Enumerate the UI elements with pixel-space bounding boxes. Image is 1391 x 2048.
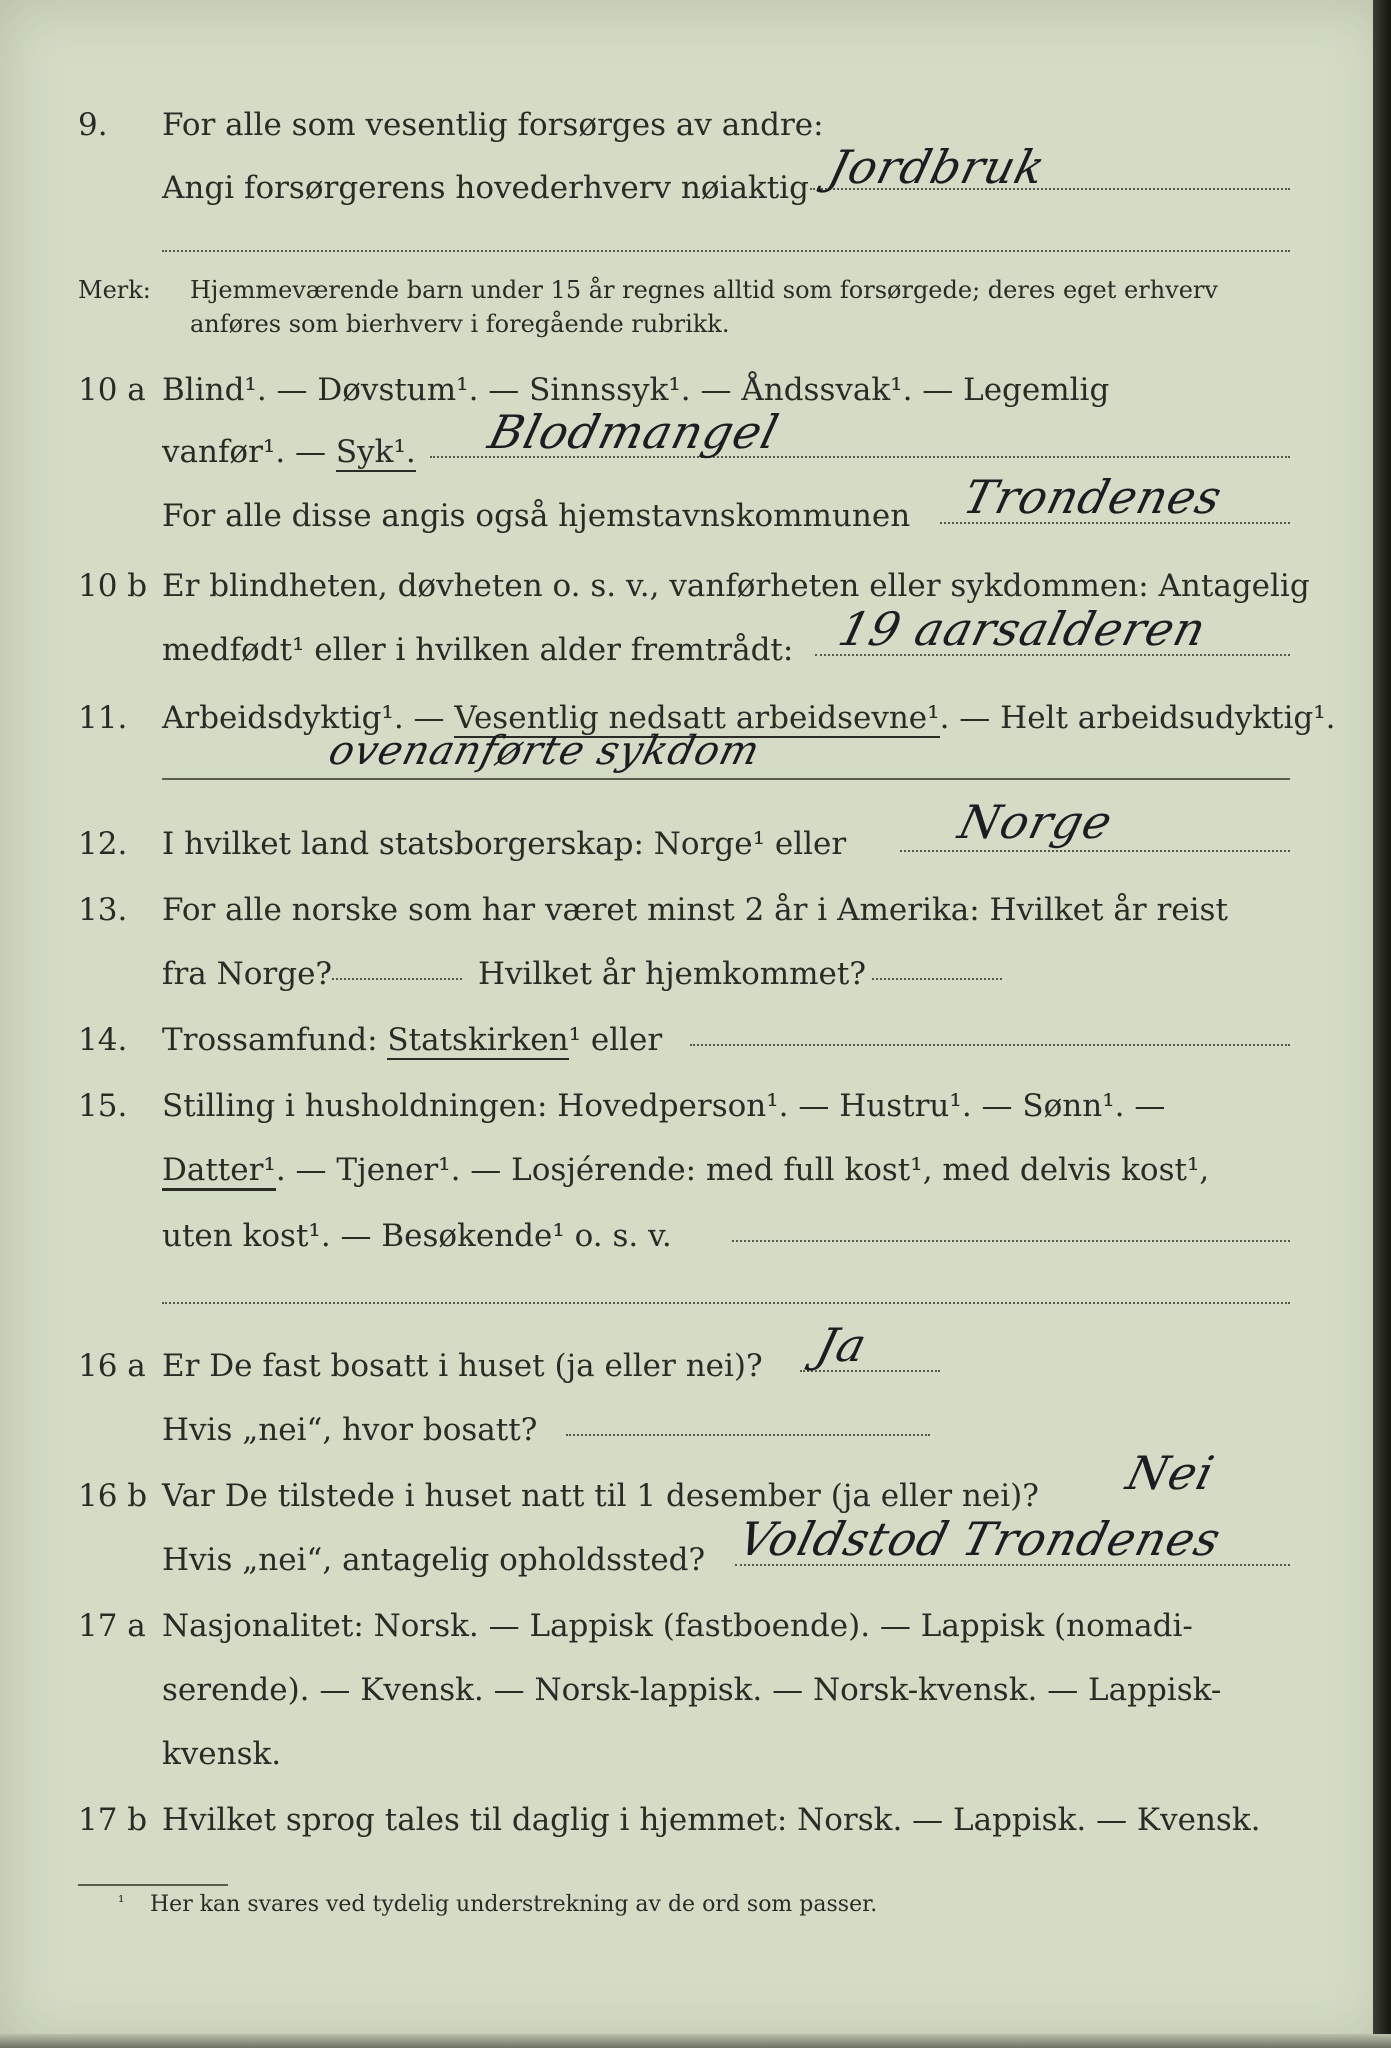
q15-text2 [162, 1152, 1209, 1188]
q10a-text1: Blind¹. — Døvstum¹. — Sinnssyk¹. — Åndssvak¹. — Legemlig [162, 372, 1110, 408]
q10b-text2: medfødt¹ eller i hvilken alder fremtrådt: [162, 632, 794, 668]
q12-text1: I hvilket land statsborgerskap: Norge¹ eller [162, 826, 847, 862]
q17a-number: 17 a [78, 1608, 146, 1644]
q14-eller: ¹ eller [568, 1022, 663, 1058]
q10a-number: 10 a [78, 372, 146, 408]
q11-arbeidsdyktig: Arbeidsdyktig¹. — [162, 700, 455, 736]
q14-text1 [162, 1022, 662, 1058]
q9-number: 9. [78, 107, 108, 143]
q14-trossamfund: Trossamfund: [162, 1022, 388, 1058]
q11-answer-line [162, 778, 1290, 780]
q14-statskirken-underlined: Statskirken [387, 1022, 569, 1058]
q13-reist-dotted-line [332, 978, 462, 980]
q16b-text2: Hvis „nei“, antagelig opholdssted? [162, 1542, 706, 1578]
q10a-handwritten-answer2: Trondenes [958, 470, 1228, 524]
q10a-handwritten-answer1: Blodmangel [483, 405, 785, 459]
q9-line1 [0, 95, 1391, 155]
q17b-number: 17 b [78, 1802, 148, 1838]
q17a-text2: serende). — Kvensk. — Norsk-lappisk. — Norsk-kvensk. — Lappisk- [162, 1672, 1222, 1708]
q17a-line1 [0, 1596, 1391, 1656]
q16b-handwritten-answer2: Voldstod Trondenes [733, 1512, 1227, 1566]
merk-label: Merk: [78, 276, 151, 304]
q14-line1 [0, 1010, 1391, 1070]
q13-line1 [0, 880, 1391, 940]
q17a-text3: kvensk. [162, 1736, 282, 1772]
q15-line3 [0, 1206, 1391, 1266]
q17a-text1: Nasjonalitet: Norsk. — Lappisk (fastboende). — Lappisk (nomadi- [162, 1608, 1193, 1644]
footnote-divider [78, 1884, 228, 1886]
q13-line2 [0, 944, 1391, 1004]
q16a-line1 [0, 1336, 1391, 1396]
q16a-handwritten-answer: Ja [811, 1318, 873, 1372]
q9-text2: Angi forsørgerens hovederhverv nøiaktig [162, 170, 809, 206]
q15-number: 15. [78, 1088, 128, 1124]
q10a-vanfor: vanfør¹. — [162, 434, 336, 470]
q16a-text2: Hvis „nei“, hvor bosatt? [162, 1412, 538, 1448]
q11-handwritten-answer: ovenanførte sykdom [324, 728, 765, 774]
footnote-text: Her kan svares ved tydelig understrekning av de ord som passer. [150, 1892, 878, 1917]
q16a-bosatt-dotted-line [566, 1434, 930, 1436]
q14-number: 14. [78, 1022, 128, 1058]
q13-number: 13. [78, 892, 128, 928]
q15-rest: . — Tjener¹. — Losjérende: med full kost¹, med delvis kost¹, [275, 1152, 1210, 1188]
q10a-text2 [162, 434, 416, 470]
q12-number: 12. [78, 826, 128, 862]
q15-extra-dotted-line [162, 1302, 1290, 1304]
q16b-text1: Var De tilstede i huset natt til 1 desember (ja eller nei)? [162, 1478, 1039, 1514]
merk-text2: anføres som bierhverv i foregående rubrikk. [190, 310, 730, 338]
q16b-handwritten-answer1: Nei [1121, 1446, 1220, 1500]
scan-edge-right [1373, 0, 1391, 2048]
q10a-syk-underlined: Syk¹. [335, 434, 416, 470]
q13-hjemkommet-dotted-line [872, 978, 1002, 980]
q15-line2 [0, 1140, 1391, 1200]
q9-extra-dotted-line [162, 250, 1290, 252]
q15-text1: Stilling i husholdningen: Hovedperson¹. — Hustru¹. — Sønn¹. — [162, 1088, 1166, 1124]
q12-line1 [0, 814, 1391, 874]
q10b-number: 10 b [78, 568, 148, 604]
q11-number: 11. [78, 700, 128, 736]
q13-text1: For alle norske som har været minst 2 år i Amerika: Hvilket år reist [162, 892, 1228, 928]
merk-text1: Hjemmeværende barn under 15 år regnes alltid som forsørgede; deres eget erhverv [190, 276, 1218, 304]
q15-line1 [0, 1076, 1391, 1136]
q14-answer-dotted-line [690, 1044, 1290, 1046]
q10b-handwritten-answer: 19 aarsalderen [833, 602, 1212, 656]
q10b-text1: Er blindheten, døvheten o. s. v., vanførheten eller sykdommen: Antagelig [162, 568, 1310, 604]
q11-udyktig: . — Helt arbeidsudyktig¹. [939, 700, 1336, 736]
q13-text2b: Hvilket år hjemkommet? [478, 956, 866, 992]
q11-nedsatt-underlined: Vesentlig nedsatt arbeidsevne¹ [454, 700, 940, 736]
q15-answer-dotted-line [732, 1240, 1290, 1242]
merk-line2 [0, 302, 1391, 362]
footnote-mark: ¹ [118, 1892, 125, 1911]
q15-datter-underlined: Datter¹ [162, 1152, 276, 1191]
q17b-text1: Hvilket sprog tales til daglig i hjemmet: Norsk. — Lappisk. — Kvensk. [162, 1802, 1261, 1838]
q15-text3: uten kost¹. — Besøkende¹ o. s. v. [162, 1218, 672, 1254]
q16a-number: 16 a [78, 1348, 146, 1384]
q10a-text3: For alle disse angis også hjemstavnskommunen [162, 498, 911, 534]
scan-edge-bottom [0, 2034, 1391, 2048]
q9-text1: For alle som vesentlig forsørges av andre: [162, 107, 824, 143]
q17a-line2 [0, 1660, 1391, 1720]
q16b-number: 16 b [78, 1478, 148, 1514]
q17b-line1 [0, 1790, 1391, 1850]
q17a-line3 [0, 1724, 1391, 1784]
q12-answer-dotted-line [900, 850, 1290, 852]
q13-text2a: fra Norge? [162, 956, 333, 992]
q16a-text1: Er De fast bosatt i huset (ja eller nei)? [162, 1348, 763, 1384]
q12-handwritten-answer: Norge [953, 795, 1119, 849]
q9-handwritten-answer: Jordbruk [823, 140, 1052, 194]
